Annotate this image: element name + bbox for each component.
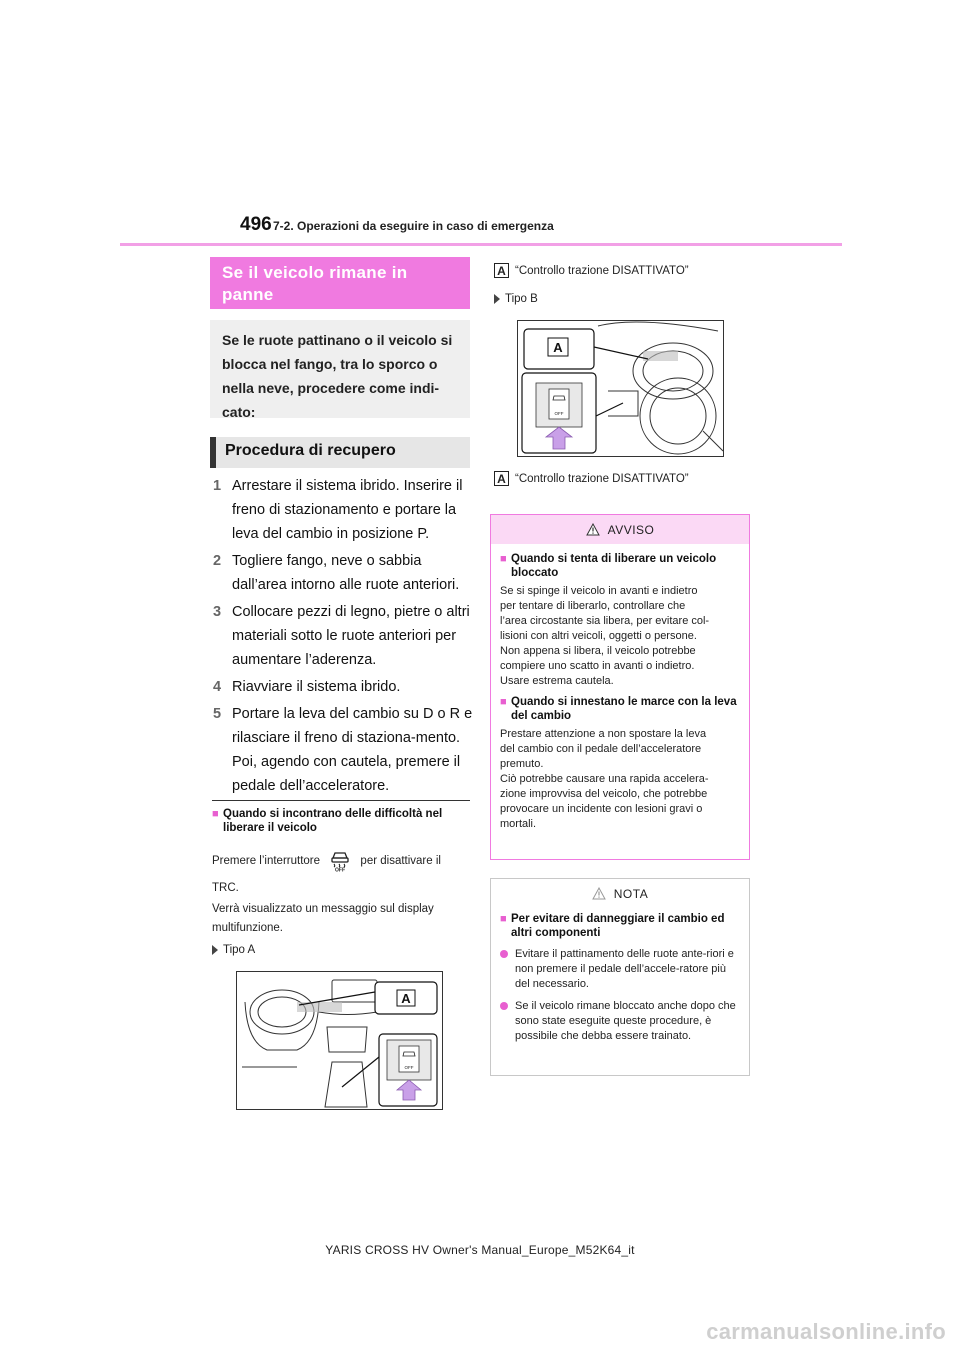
procedure-heading: [210, 437, 470, 468]
warning-triangle-icon: [586, 523, 600, 536]
dot-bullet-icon: [500, 1002, 508, 1010]
figure-b-off-label: OFF: [554, 411, 564, 416]
off-label: OFF: [335, 867, 346, 872]
steps-list: [212, 474, 474, 801]
step-number: 5: [213, 706, 222, 722]
dot-bullet-icon: [500, 950, 508, 958]
type-b-label: [494, 293, 538, 305]
note-bullet-text: Evitare il pattinamento delle ruote ante-riori e non premere il pedale dell’accele-ratore più del necessario.: [515, 948, 734, 990]
warning-item-text: Se si spinge il veicolo in avanti e indietro per tentare di liberarlo, controllare che l’area circostante sia libera, per evitare col- lisioni con altri veicoli, oggetti o persone. Non appena si libera, il veicolo potrebbe compiere uno scatto in avanti o indietro. Usare estrema cautela.: [500, 585, 710, 687]
caution-triangle-icon: [592, 887, 606, 900]
step-item: [212, 549, 474, 597]
difficulty-heading-text: Quando si incontrano delle difficoltà nel liberare il veicolo: [223, 808, 443, 834]
watermark: carmanualsonline.info: [706, 1319, 946, 1344]
note-title: NOTA: [613, 886, 649, 901]
warning-item-heading-text: Quando si tenta di liberare un veicolo bloccato: [511, 553, 717, 579]
square-bullet-icon: ■: [212, 808, 219, 820]
figure-a-off-label: OFF: [404, 1065, 414, 1070]
note-bullet-text: Se il veicolo rimane bloccato anche dopo che sono state eseguite queste procedure, è possibile che debba essere trainato.: [515, 1000, 736, 1042]
warning-item-heading: [500, 695, 741, 723]
intro-box: [210, 320, 470, 418]
note-header: [491, 879, 749, 908]
page-footer: YARIS CROSS HV Owner's Manual_Europe_M52K64_it: [325, 1243, 635, 1257]
warning-body: [491, 544, 749, 842]
section-header: 7-2. Operazioni da eseguire in caso di emergenza: [273, 219, 554, 233]
page-number: 496: [240, 214, 272, 235]
step-text: Riavviare il sistema ibrido.: [232, 679, 401, 695]
display-line-1: Verrà visualizzato un messaggio sul display: [212, 903, 434, 915]
warning-item-heading-text: Quando si innestano le marce con la leva del cambio: [511, 696, 737, 722]
procedure-heading-text: Procedura di recupero: [225, 442, 396, 459]
display-line-2: multifunzione.: [212, 922, 283, 934]
warning-title: AVVISO: [607, 522, 655, 537]
figure-b-label-a: A: [553, 340, 563, 355]
header-rule: [120, 243, 842, 246]
trc-off-icon: [327, 850, 353, 872]
note-bullet: [500, 947, 741, 992]
label-a-badge: A: [494, 471, 509, 486]
step-text: Arrestare il sistema ibrido. Inserire il freno di stazionamento e portare la leva del cambio in posizione P.: [232, 478, 463, 542]
note-heading-text: Per evitare di danneggiare il cambio ed altri componenti: [511, 913, 725, 939]
dashboard-illustration-type-a: [237, 972, 443, 1110]
dashboard-illustration-type-b: [518, 321, 724, 457]
step-number: 1: [213, 478, 222, 494]
step-text: Togliere fango, neve o sabbia dall’area intorno alle ruote anteriori.: [232, 553, 460, 593]
triangle-bullet-icon: [212, 945, 218, 955]
press-switch-line: [212, 850, 474, 872]
figure-type-b: [517, 320, 724, 457]
label-a-badge: A: [494, 263, 509, 278]
caption-a-text: “Controllo trazione DISATTIVATO”: [515, 264, 689, 277]
step-text: Collocare pezzi di legno, pietre o altri materiali sotto le ruote anteriori per aumentare l’aderenza.: [232, 604, 470, 668]
square-bullet-icon: ■: [500, 696, 507, 708]
warning-item-heading: [500, 552, 741, 580]
page-title: Se il veicolo rimane in panne: [222, 263, 408, 304]
figure-a-label-a: A: [401, 991, 411, 1006]
caption-a-type-b: [494, 471, 689, 486]
warning-box: [490, 514, 750, 860]
note-bullet: [500, 999, 741, 1044]
note-body: [491, 912, 749, 1048]
square-bullet-icon: ■: [500, 913, 507, 925]
section-divider: [212, 800, 470, 801]
step-item: [212, 702, 474, 798]
difficulty-heading: [212, 807, 472, 835]
type-a-text: Tipo A: [223, 944, 256, 956]
type-b-text: Tipo B: [505, 293, 538, 305]
note-box: [490, 878, 750, 1076]
press-before-text: Premere l’interruttore: [212, 855, 321, 868]
step-text: Portare la leva del cambio su D o R e rilasciare il freno di staziona-mento. Poi, agendo con cautela, premere il pedale dell’acceleratore.: [232, 706, 473, 794]
intro-text: Se le ruote pattinano o il veicolo si blocca nel fango, tra lo sporco o nella neve, procedere come indi-cato:: [222, 332, 453, 420]
step-number: 2: [213, 553, 222, 569]
triangle-bullet-icon: [494, 294, 500, 304]
title-box: [210, 257, 470, 309]
press-after-text: per disattivare il: [360, 855, 441, 868]
note-heading: [500, 912, 741, 940]
caption-a-text: “Controllo trazione DISATTIVATO”: [515, 472, 689, 485]
type-a-label: [212, 944, 255, 956]
warning-item-text: Prestare attenzione a non spostare la leva del cambio con il pedale dell’acceleratore premuto. Ciò potrebbe causare una rapida accelera- zione improvvisa del veicolo, che potrebbe provocare un incidente con lesioni gravi o mortali.: [500, 728, 709, 830]
caption-a-type-a: [494, 263, 689, 278]
step-number: 3: [213, 604, 222, 620]
step-item: [212, 474, 474, 546]
step-item: [212, 675, 474, 699]
square-bullet-icon: ■: [500, 553, 507, 565]
step-number: 4: [213, 679, 222, 695]
step-item: [212, 600, 474, 672]
trc-text: TRC.: [212, 882, 239, 894]
warning-header: [491, 515, 749, 544]
figure-type-a: [236, 971, 443, 1110]
